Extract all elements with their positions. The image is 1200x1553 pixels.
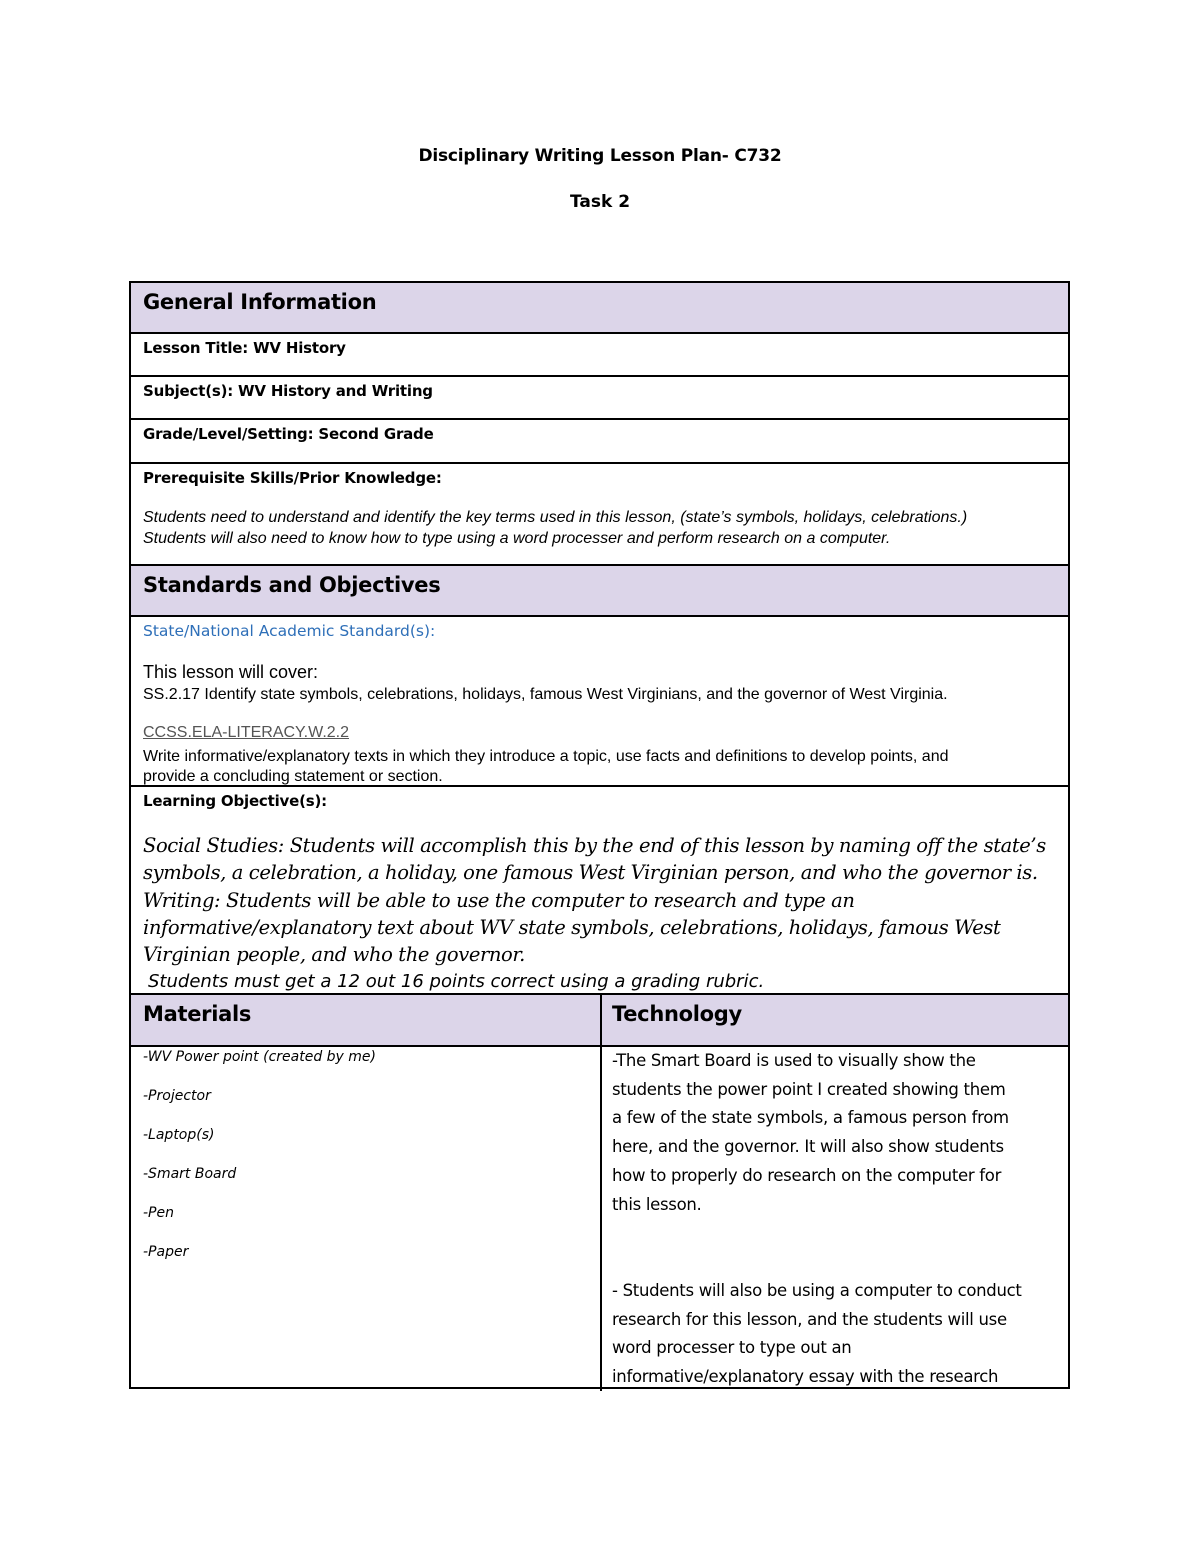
grade-level-setting: Grade/Level/Setting: Second Grade: [143, 425, 434, 443]
standards-heading: Standards and Objectives: [143, 573, 441, 597]
cover-intro: This lesson will cover:: [143, 662, 319, 682]
objectives-row: [131, 787, 1068, 995]
objective-line-3: Writing: Students will be able to use the computer to research and type an: [143, 889, 855, 912]
prerequisite-line-1: Students need to understand and identify the key terms used in this lesson, (state’s symbols, holidays, celebrations.): [143, 509, 968, 526]
technology-paragraph-2: [612, 1277, 1064, 1392]
lesson-plan-table: [129, 281, 1070, 1389]
technology-line: a few of the state symbols, a famous person from: [612, 1108, 1009, 1128]
subjects: Subject(s): WV History and Writing: [143, 382, 433, 400]
standards-header: [131, 566, 1068, 617]
technology-line: here, and the governor. It will also show students: [612, 1137, 1004, 1157]
objective-rubric: Students must get a 12 out 16 points correct using a grading rubric.: [148, 971, 765, 992]
objectives-label: Learning Objective(s):: [143, 792, 327, 810]
technology-line: this lesson.: [612, 1194, 702, 1214]
material-item: -Smart Board: [143, 1166, 237, 1182]
ccss-link[interactable]: CCSS.ELA-LITERACY.W.2.2: [143, 724, 349, 741]
general-information-header: [131, 283, 1068, 334]
prerequisite-row: [131, 464, 1068, 566]
ccss-link-line: [143, 723, 1058, 743]
page-subtitle: Task 2: [569, 192, 631, 212]
ccss-line-1: Write informative/explanatory texts in which they introduce a topic, use facts and definitions to develop points, and: [143, 748, 949, 765]
material-item: -Pen: [143, 1205, 174, 1221]
technology-line: how to properly do research on the computer for: [612, 1165, 1002, 1185]
technology-paragraph-1: [612, 1047, 1064, 1219]
technology-line: research for this lesson, and the students will use: [612, 1309, 1007, 1329]
technology-line: - Students will also be using a computer to conduct: [612, 1281, 1022, 1300]
ss-standard: SS.2.17 Identify state symbols, celebrations, holidays, famous West Virginians, and the governor of West Virginia.: [143, 686, 948, 703]
technology-line: informative/explanatory essay with the research: [612, 1367, 999, 1387]
material-item: -Paper: [143, 1244, 189, 1260]
technology-line: students the power point I created showing them: [612, 1079, 1006, 1099]
material-item: -Projector: [143, 1088, 211, 1104]
subjects-row: [131, 377, 1068, 420]
objective-line-4: informative/explanatory text about WV state symbols, celebrations, holidays, famous West: [143, 916, 1001, 939]
objective-line-5: Virginian people, and who the governor.: [143, 943, 525, 966]
column-divider: [600, 995, 602, 1391]
technology-heading: Technology: [612, 1002, 742, 1026]
page-title: Disciplinary Writing Lesson Plan- C732: [418, 146, 782, 166]
prerequisite-label: Prerequisite Skills/Prior Knowledge:: [143, 469, 442, 487]
grade-row: [131, 420, 1068, 464]
materials-heading: Materials: [143, 1002, 252, 1026]
standards-label: State/National Academic Standard(s):: [143, 622, 436, 640]
standards-row: [131, 617, 1068, 787]
general-information-heading: General Information: [143, 290, 377, 314]
ccss-line-2: provide a concluding statement or section.: [143, 768, 443, 785]
lesson-title: Lesson Title: WV History: [143, 339, 346, 357]
objective-line-2: symbols, a celebration, a holiday, one famous West Virginian person, and who the governor is.: [143, 861, 1038, 884]
objective-line-1: Social Studies: Students will accomplish this by the end of this lesson by naming off the state’s: [143, 834, 1046, 857]
technology-line: -The Smart Board is used to visually show the: [612, 1051, 976, 1070]
material-item: -Laptop(s): [143, 1127, 215, 1143]
lesson-title-row: [131, 334, 1068, 377]
prerequisite-line-2: Students will also need to know how to type using a word processer and perform research on a computer.: [143, 530, 891, 547]
technology-line: word processer to type out an: [612, 1338, 852, 1358]
material-item: -WV Power point (created by me): [143, 1049, 376, 1065]
